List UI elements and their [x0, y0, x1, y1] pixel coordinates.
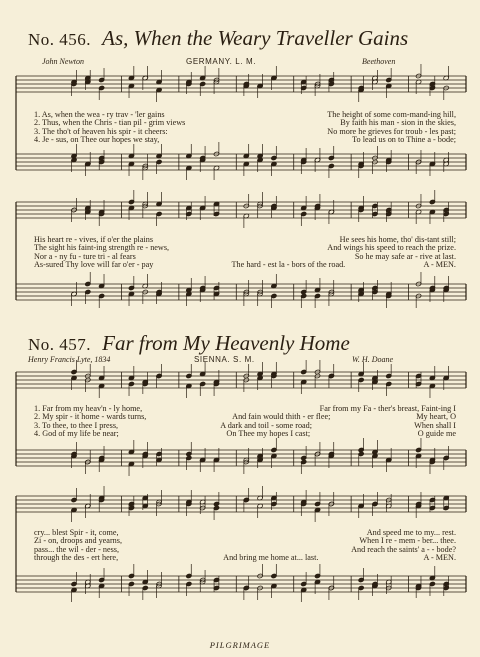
hymn-456-heading [28, 26, 408, 51]
lyric-phrase: And wings his speed to reach the prize. [327, 243, 456, 253]
lyric-phrase: through the des - ert here, [34, 553, 119, 563]
lyric-phrase: O guide me [417, 429, 456, 439]
lyric-phrase: The height of some com-mand-ing hill, [327, 110, 456, 119]
lyric-phrase: My heart, O [416, 412, 456, 422]
lyric-line [14, 136, 466, 144]
lyrics-block [14, 236, 466, 270]
lyric-phrase: Far from my Fa - ther's breast, Faint-ing I [319, 404, 456, 413]
composer: Beethoven [362, 57, 396, 66]
lyric-phrase: By faith his man - sion in the skies, [340, 118, 456, 128]
lyric-phrase: To lead us on to Thine a - bode; [352, 135, 456, 145]
lyrics-block [14, 111, 466, 145]
tune-name: GERMANY. L. M. [186, 57, 257, 66]
lyric-phrase: cry... blest Spir - it, come, [34, 528, 119, 537]
lyric-phrase: And bring me home at... last. [223, 553, 319, 563]
hymn-author: Henry Francis Lyte, 1834 [28, 355, 111, 364]
lyric-phrase: 1. As, when the wea - ry trav - 'ler gains [34, 110, 165, 119]
hymn-457-heading [28, 331, 350, 356]
lyrics-block [14, 405, 466, 439]
lyric-phrase: His heart re - vives, if o'er the plains [34, 235, 154, 244]
hymn-number: No. 456. [28, 30, 92, 49]
lyric-line [14, 430, 466, 438]
hymn-author: John Newton [42, 57, 84, 66]
lyric-phrase: Zi - on, droops and yearns, [34, 536, 122, 546]
lyric-phrase: pass... the wil - der - ness, [34, 544, 120, 554]
lyric-phrase: 3. To thee, to thee I press, [34, 420, 119, 430]
lyric-phrase: 1. Far from my heav'n - ly home, [34, 404, 143, 413]
page-footer: PILGRIMAGE [209, 640, 271, 650]
lyric-line [14, 554, 466, 562]
hymn-title: Far from My Heavenly Home [102, 331, 350, 355]
hymn-title: As, When the Weary Traveller Gains [102, 26, 409, 50]
lyric-phrase: 3. The tho't of heaven his spir - it cheers: [34, 126, 168, 136]
lyric-phrase: 2. Thus, when the Chris - tian pil - grim views [34, 118, 186, 128]
tune-name: SIENNA. S. M. [194, 355, 255, 364]
lyric-phrase: 2. My spir - it home - wards turns, [34, 412, 147, 422]
lyric-phrase: So he may safe ar - rive at last. [354, 251, 456, 261]
composer: W. H. Doane [352, 355, 394, 364]
lyric-phrase: A dark and toil - some road; [220, 420, 313, 430]
lyric-phrase: He sees his home, tho' dis-tant still; [339, 235, 456, 244]
lyric-phrase: Nor a - ny fu - ture tri - al fears [34, 251, 136, 261]
lyric-line [14, 261, 466, 269]
lyric-phrase: And speed me to my... rest. [366, 528, 456, 537]
lyric-phrase: The sight his faint-ing strength re - news, [34, 243, 170, 253]
lyric-phrase: No more he grieves for troub - les past; [327, 126, 456, 136]
lyric-phrase: The hard - est la - bors of the road. [231, 260, 346, 270]
lyric-phrase: When I re - mem - ber... thee. [359, 536, 456, 546]
lyric-phrase: When shall I [414, 420, 456, 430]
lyric-phrase: 4. Je - sus, on Thee our hopes we stay, [34, 135, 160, 145]
lyric-phrase: And reach the saints' a - - bode? [351, 544, 456, 554]
lyric-phrase: A - MEN. [423, 260, 456, 270]
lyrics-block [14, 529, 466, 563]
lyric-phrase: A - MEN. [423, 553, 456, 563]
lyric-phrase: And fain would thith - er flee; [232, 412, 331, 422]
lyric-phrase: As-sured Thy love will far o'er - pay [34, 260, 154, 270]
lyric-phrase: On Thee my hopes I cast; [226, 429, 311, 439]
lyric-phrase: 4. God of my life be near; [34, 429, 119, 439]
hymn-number: No. 457. [28, 335, 92, 354]
